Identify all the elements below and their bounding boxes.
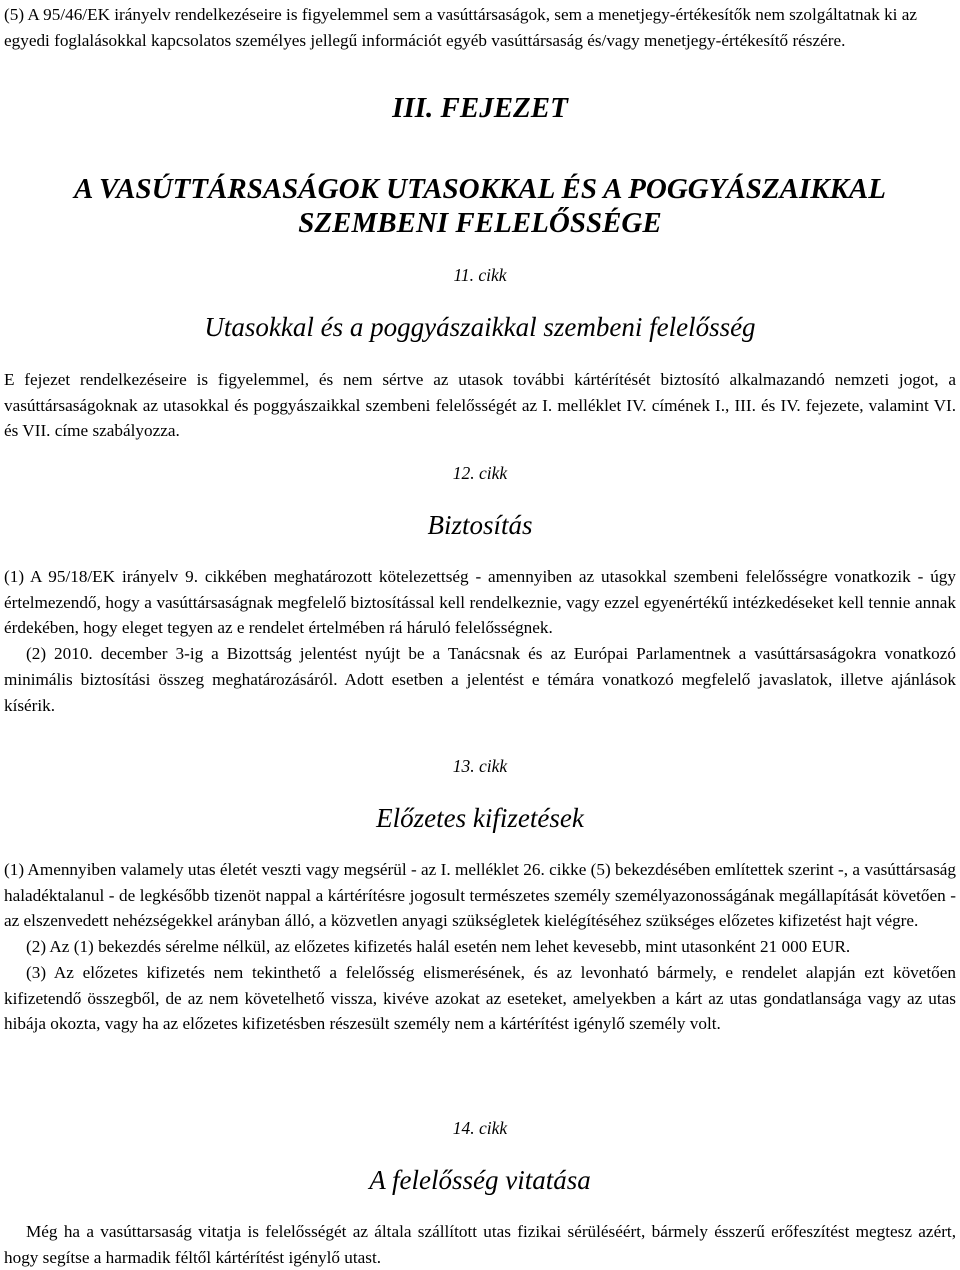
article-12-paragraph-1: (1) A 95/18/EK irányelv 9. cikkében meghatározott kötelezettség - amennyiben az utasokkal szembeni felelősségre vonatkozik - úgy értelmezendő, hogy a vasúttársaságnak megfelelő biztosítással kell rendelkeznie, vagy ezzel egyenértékű intézkedéseket kell tennie annak érdekében, hogy eleget tegyen az e rendelet értelmében rá háruló felelősségnek. <box>4 567 956 638</box>
article-12-paragraph-2: (2) 2010. december 3-ig a Bizottság jelentést nyújt be a Tanácsnak és az Európai Parlamentnek a vasúttársaságokra vonatkozó minimális biztosítási összeg meghatározásáról. Adott esetben a jelentést e témára vonatkozó megfelelő javaslatok, illetve ajánlások kísérik. <box>4 644 956 715</box>
chapter-title-line-2: SZEMBENI FELELŐSSÉGE <box>298 207 662 239</box>
article-13-paragraph-3: (3) Az előzetes kifizetés nem tekinthető a felelősség elismerésének, és az levonható bármely, e rendelet alapján ezt követően kifizetendő összegből, de az nem követelhető vissza, kivéve azokat az eseteket, amelyekben a kárt az utas gondatlansága vagy az utas hibája okozta, vagy ha az előzetes kifizetésben részesült személy nem a kártérítést igénylő személy volt. <box>4 962 956 1034</box>
article-12-title: Biztosítás <box>427 510 533 540</box>
article-12-body <box>4 564 956 718</box>
article-11-body <box>4 367 956 444</box>
article-11-number: 11. cikk <box>453 265 507 285</box>
article-13-title: Előzetes kifizetések <box>376 803 584 833</box>
article-13-body <box>4 857 956 1037</box>
article-13-number: 13. cikk <box>452 756 508 776</box>
article-14-paragraph-1: Még ha a vasúttarsaság vitatja is felelősségét az általa szállított utas fizikai sérüléséért, bármely ésszerű erőfeszítést megtesz azért, hogy segítse a harmadik féltől kártérítést igénylő utast. <box>4 1222 956 1267</box>
article-14-number: 14. cikk <box>452 1118 508 1138</box>
article-13-paragraph-1: (1) Amennyiben valamely utas életét veszti vagy megsérül - az I. melléklet 26. cikke (5) bekezdésében említettek szerint -, a vasúttársaság haladéktalanul - de legkésőbb tizenöt nappal a kártérítésre jogosult természetes személy személyazonosságának megállapítását követően - az elszenvedett nehézségekkel arányban álló, a közvetlen anyagi szükségletek kielégítéséhez szükséges előzetes kifizetést hajt végre. <box>4 860 956 931</box>
article-12-number: 12. cikk <box>452 463 508 483</box>
article-14-body <box>4 1219 956 1270</box>
chapter-number: III. FEJEZET <box>392 92 568 124</box>
article-13-paragraph-2: (2) Az (1) bekezdés sérelme nélkül, az előzetes kifizetés halál esetén nem lehet kevesebb, mint utasonként 21 000 EUR. <box>26 937 851 957</box>
intro-section <box>4 2 956 53</box>
chapter-title-line-1: A VASÚTTÁRSASÁGOK UTASOKKAL ÉS A POGGYÁSZAIKKAL <box>74 173 886 205</box>
article-14-title: A felelősség vitatása <box>369 1165 591 1195</box>
article-11-text: E fejezet rendelkezéseire is figyelemmel, és nem sértve az utasok további kártérítését biztosító alkalmazandó nemzeti jogot, a vasúttársaságoknak az utasokkal és poggyászaikkal szembeni felelősségét az I. melléklet IV. címének I., III. és IV. fejezete, valamint VI. és VII. címe szabályozza. <box>4 370 956 441</box>
paragraph-5: (5) A 95/46/EK irányelv rendelkezéseire is figyelemmel sem a vasúttársaságok, sem a menetjegy-értékesítők nem szolgáltatnak ki az egyedi foglalásokkal kapcsolatos személyes jellegű információt egyéb vasúttársaság és/vagy menetjegy-értékesítő részére. <box>4 5 918 50</box>
article-11-title: Utasokkal és a poggyászaikkal szembeni felelősség <box>204 312 756 342</box>
